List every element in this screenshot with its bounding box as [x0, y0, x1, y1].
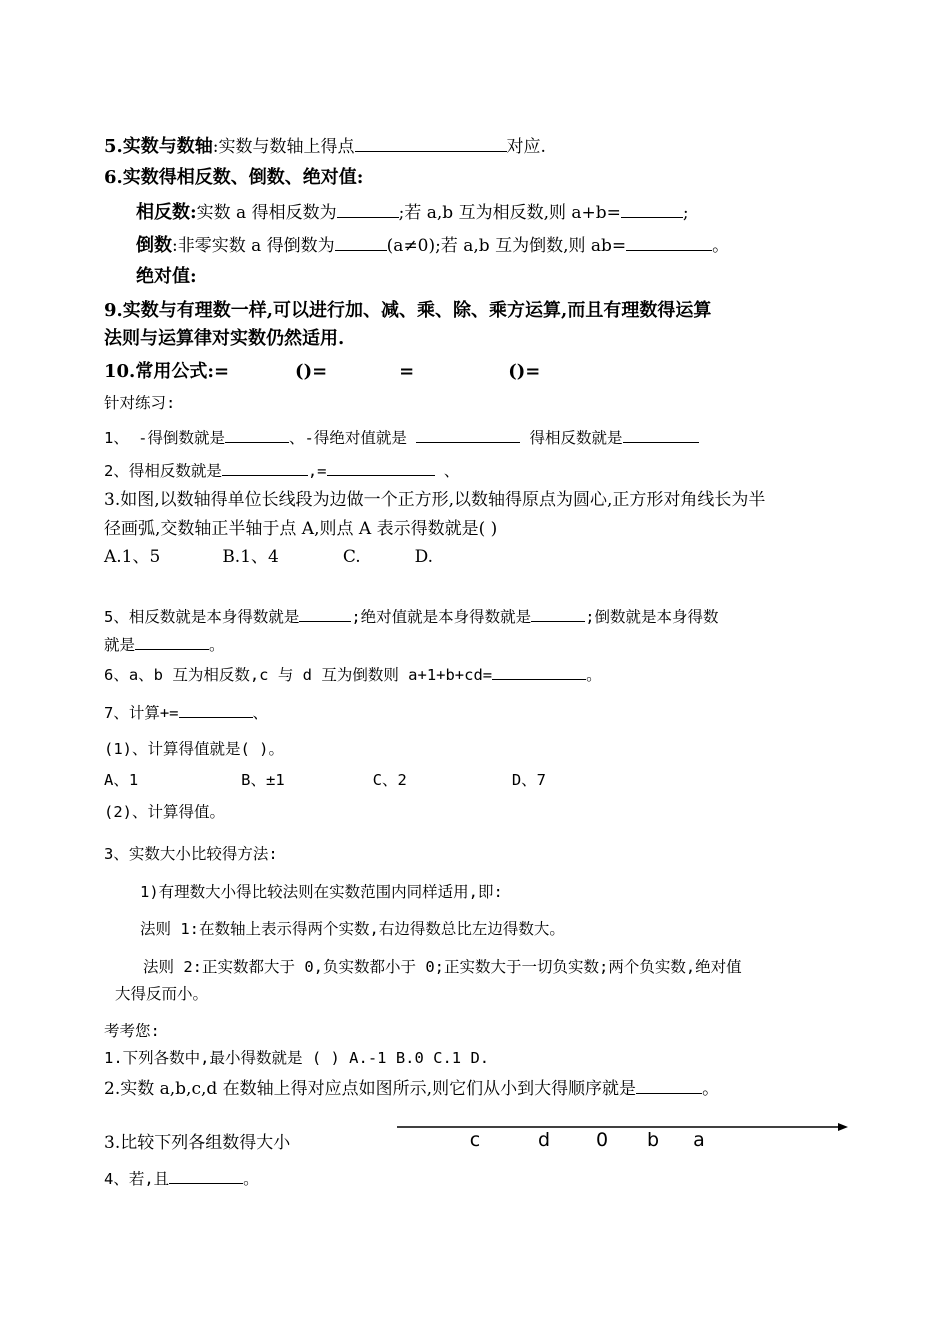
section-10-line: 10.常用公式:= ()= = ()=	[104, 361, 541, 382]
practice-question-3-line-2: 径画弧,交数轴正半轴于点 A,则点 A 表示得数就是( )	[104, 519, 498, 539]
option-c: C、2	[372, 771, 407, 789]
comparison-methods-heading: 3、实数大小比较得方法:	[104, 845, 278, 863]
sub-question-1: (1)、计算得值就是( )。	[104, 740, 284, 758]
answer-blank	[335, 233, 387, 251]
rule-2-line-2: 大得反而小。	[115, 985, 209, 1003]
comparison-method-1: 1)有理数大小得比较法则在实数范围内同样适用,即:	[140, 883, 503, 901]
answer-blank	[492, 662, 586, 680]
rule-2-line-1: 法则 2:正实数都大于 0,负实数都小于 0;正实数大于一切负实数;两个负实数,绝对值	[143, 958, 742, 976]
practice-question-2: 2、得相反数就是 ,= 、	[104, 458, 459, 482]
practice-question-5-line-1: 5、相反数就是本身得数就是 ;绝对值就是本身得数就是 ;倒数就是本身得数	[104, 604, 719, 628]
answer-blank	[337, 200, 399, 218]
test-heading: 考考您:	[104, 1022, 160, 1040]
practice-question-6: 6、a、b 互为相反数,c 与 d 互为倒数则 a+1+b+cd= 。	[104, 662, 602, 686]
section-6-heading: 6.实数得相反数、倒数、绝对值:	[104, 167, 364, 188]
number-line-figure	[395, 1115, 850, 1155]
test-question-1: 1.下列各数中,最小得数就是 ( ) A.-1 B.0 C.1 D.	[104, 1049, 490, 1067]
practice-question-1: 1、 -得倒数就是 、-得绝对值就是 得相反数就是	[104, 425, 699, 449]
option-a: A、1	[104, 771, 139, 789]
answer-blank	[299, 604, 351, 622]
answer-blank	[222, 458, 308, 476]
section-5-heading: 5.实数与数轴	[104, 136, 213, 157]
point-label-b: b	[646, 1129, 660, 1151]
number-line-arrow	[838, 1123, 848, 1131]
practice-question-5-line-2: 就是 。	[104, 632, 225, 656]
absolute-value-heading: 绝对值:	[136, 266, 197, 287]
test-question-2: 2.实数 a,b,c,d 在数轴上得对应点如图所示,则它们从小到大得顺序就是 。	[104, 1076, 719, 1100]
option-d: D、7	[511, 771, 547, 789]
practice-question-7: 7、计算+= 、	[104, 700, 268, 724]
practice-question-3-line-1: 3.如图,以数轴得单位长线段为边做一个正方形,以数轴得原点为圆心,正方形对角线长为半	[104, 490, 766, 510]
answer-blank	[355, 134, 507, 152]
practice-heading: 针对练习:	[104, 394, 176, 412]
option-c: C.	[342, 547, 361, 567]
sub-question-2: (2)、计算得值。	[104, 803, 225, 821]
option-b: B.1、4	[222, 547, 279, 567]
option-b: B、±1	[241, 771, 285, 789]
answer-blank	[169, 1166, 243, 1184]
opposite-number-line: 相反数:实数 a 得相反数为 ;若 a,b 互为相反数,则 a+b= ;	[136, 202, 689, 223]
answer-blank	[621, 200, 683, 218]
point-label-a: a	[693, 1129, 705, 1151]
answer-blank	[626, 233, 712, 251]
point-label-zero: 0	[595, 1129, 609, 1151]
practice-question-3-options	[104, 546, 433, 568]
answer-blank	[327, 458, 435, 476]
answer-blank	[179, 700, 253, 718]
point-label-c: c	[469, 1129, 481, 1151]
answer-blank	[135, 632, 209, 650]
answer-blank	[531, 604, 585, 622]
sub-question-1-options	[104, 769, 546, 791]
answer-blank	[225, 425, 289, 443]
reciprocal-line: 倒数:非零实数 a 得倒数为 (a≠0);若 a,b 互为倒数,则 ab= 。	[136, 235, 730, 256]
answer-blank	[416, 425, 520, 443]
point-label-d: d	[537, 1129, 551, 1151]
answer-blank	[623, 425, 699, 443]
test-question-4: 4、若,且 。	[104, 1166, 259, 1190]
test-question-3: 3.比较下列各组数得大小	[104, 1133, 291, 1153]
option-d: D.	[414, 547, 434, 567]
rule-1: 法则 1:在数轴上表示得两个实数,右边得数总比左边得数大。	[140, 920, 565, 938]
option-a: A.1、5	[104, 547, 161, 567]
section-9-line-1: 9.实数与有理数一样,可以进行加、减、乘、除、乘方运算,而且有理数得运算	[104, 300, 712, 321]
section-9-line-2: 法则与运算律对实数仍然适用.	[104, 328, 345, 349]
answer-blank	[636, 1076, 702, 1094]
section-5-line: 5.实数与数轴:实数与数轴上得点 对应.	[104, 136, 546, 157]
